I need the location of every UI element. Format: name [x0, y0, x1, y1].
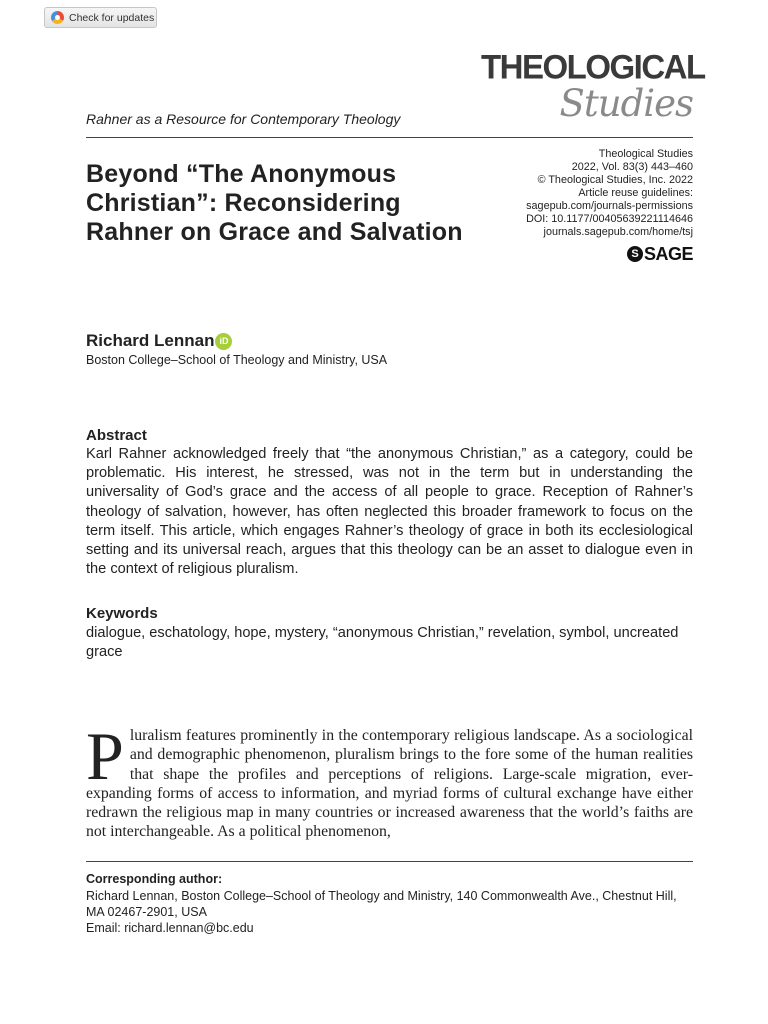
author-name-block	[86, 331, 232, 351]
sage-logo	[600, 243, 693, 265]
keywords-text: dialogue, eschatology, hope, mystery, “anonymous Christian,” revelation, symbol, uncreated grace	[86, 625, 679, 661]
article-title: Beyond “The Anonymous Christian”: Reconsidering Rahner on Grace and Salvation	[86, 160, 463, 246]
drop-cap: P	[86, 718, 124, 794]
journal-logo-subtitle: Studies	[559, 82, 693, 125]
abstract-heading: Abstract	[86, 427, 147, 444]
meta-journal: Theological Studies	[598, 148, 693, 160]
abstract-text: Karl Rahner acknowledged freely that “the anonymous Christian,” as a category, could be problematic. His interest, he stressed, was not in the term but in understanding the universality of God’s grace and the access of all people to grace. Reception of Rahner’s theology of salvation, however, has often neglected this broader framework to focus on the term itself. This article, which engages Rahner’s theology of grace in both its ecclesiological setting and its universal reach, argues that this theology can be an asset to dialogue even in the context of religious pluralism.	[86, 446, 693, 578]
running-head: Rahner as a Resource for Contemporary Theology	[86, 111, 401, 127]
header-divider	[86, 137, 693, 138]
meta-home-link[interactable]: journals.sagepub.com/home/tsj	[543, 226, 693, 238]
meta-reuse-label: Article reuse guidelines:	[578, 187, 693, 199]
corresponding-email[interactable]: Email: richard.lennan@bc.edu	[86, 921, 254, 935]
meta-doi[interactable]: DOI: 10.1177/00405639221114646	[526, 213, 693, 225]
check-for-updates-label: Check for updates	[69, 11, 155, 24]
meta-reuse-link[interactable]: sagepub.com/journals-permissions	[526, 200, 693, 212]
corresponding-author-heading: Corresponding author:	[86, 872, 223, 886]
crossmark-icon	[51, 11, 64, 24]
corresponding-address: Richard Lennan, Boston College–School of Theology and Ministry, 140 Commonwealth Ave., Chestnut Hill, MA 02467-2901, USA	[86, 889, 677, 919]
meta-copyright: © Theological Studies, Inc. 2022	[537, 174, 693, 186]
body-paragraph	[86, 718, 693, 842]
footnote-divider	[86, 861, 693, 862]
check-for-updates-button[interactable]	[44, 7, 157, 28]
author-affiliation: Boston College–School of Theology and Ministry, USA	[86, 353, 388, 367]
keywords-heading: Keywords	[86, 605, 158, 622]
meta-volume: 2022, Vol. 83(3) 443–460	[571, 161, 693, 173]
orcid-icon[interactable]: iD	[215, 333, 232, 350]
corresponding-author-details	[86, 888, 693, 936]
sage-logo-icon: S	[627, 246, 643, 262]
publication-metadata	[470, 148, 693, 239]
body-text: luralism features prominently in the contemporary religious landscape. As a sociological and demographic phenomenon, pluralism brings to the fore some of the human realities that shape the profiles and perceptions of religions. Large-scale migration, ever-expanding forms of access to information, and myriad forms of cultural exchange have either redrawn the religious map in many countries or increased awareness that the world’s faiths are not interchangeable. As a political phenomenon,	[86, 727, 693, 841]
sage-logo-text: SAGE	[643, 243, 693, 264]
author-name: Richard Lennan	[86, 331, 215, 350]
journal-logo-title: THEOLOGICAL	[481, 47, 705, 86]
